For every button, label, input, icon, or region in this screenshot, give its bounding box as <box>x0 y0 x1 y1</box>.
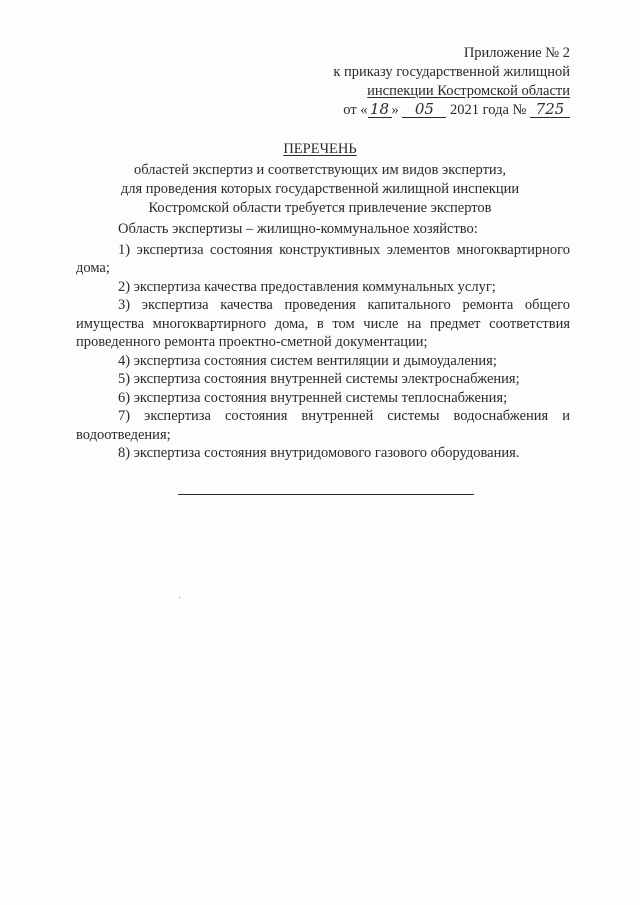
order-authority: инспекции Костромской области <box>367 83 570 99</box>
list-item: 6) экспертиза состояния внутренней системы теплоснабжения; <box>118 389 508 406</box>
document-title-block <box>70 140 570 218</box>
list-item: 2) экспертиза качества предоставления коммунальных услуг; <box>118 278 496 295</box>
expertise-area-intro: Область экспертизы – жилищно-коммунальное хозяйство: <box>118 221 478 237</box>
title-line-1: областей экспертиз и соответствующих им видов экспертиз, <box>133 162 507 178</box>
document-title: ПЕРЕЧЕНЬ <box>283 141 357 157</box>
scan-speck <box>179 597 180 598</box>
title-line-3: Костромской области требуется привлечение экспертов <box>148 200 492 216</box>
handwritten-day: 18 <box>368 102 392 118</box>
list-item: 4) экспертиза состояния систем вентиляции и дымоудаления; <box>118 352 497 369</box>
list-item: 8) экспертиза состояния внутридомового газового оборудования. <box>118 445 520 461</box>
list-item: 7) экспертиза состояния внутренней системы водоснабжения и водоотведения; <box>76 408 570 443</box>
list-item: 3) экспертиза качества проведения капитального ремонта общего имущества многоквартирного дома, в том числе на предмет соответствия проведенного ремонта проектно-сметной документации; <box>76 297 570 350</box>
end-divider <box>178 494 474 495</box>
appendix-header <box>270 44 570 120</box>
document-body <box>76 220 570 463</box>
date-quote-close: » <box>391 102 399 118</box>
list-item: 5) экспертиза состояния внутренней системы электроснабжения; <box>118 371 520 387</box>
appendix-number: Приложение № 2 <box>463 45 570 61</box>
order-reference: к приказу государственной жилищной <box>333 64 570 80</box>
title-line-2: для проведения которых государственной жилищной инспекции <box>120 181 520 197</box>
handwritten-month: 05 <box>402 102 446 118</box>
handwritten-order-number: 725 <box>530 102 570 118</box>
order-date-line <box>270 101 570 120</box>
date-prefix: от « <box>343 102 368 118</box>
year-text: 2021 года № <box>450 102 527 118</box>
list-item: 1) экспертиза состояния конструктивных элементов многоквартирного дома; <box>76 241 570 276</box>
